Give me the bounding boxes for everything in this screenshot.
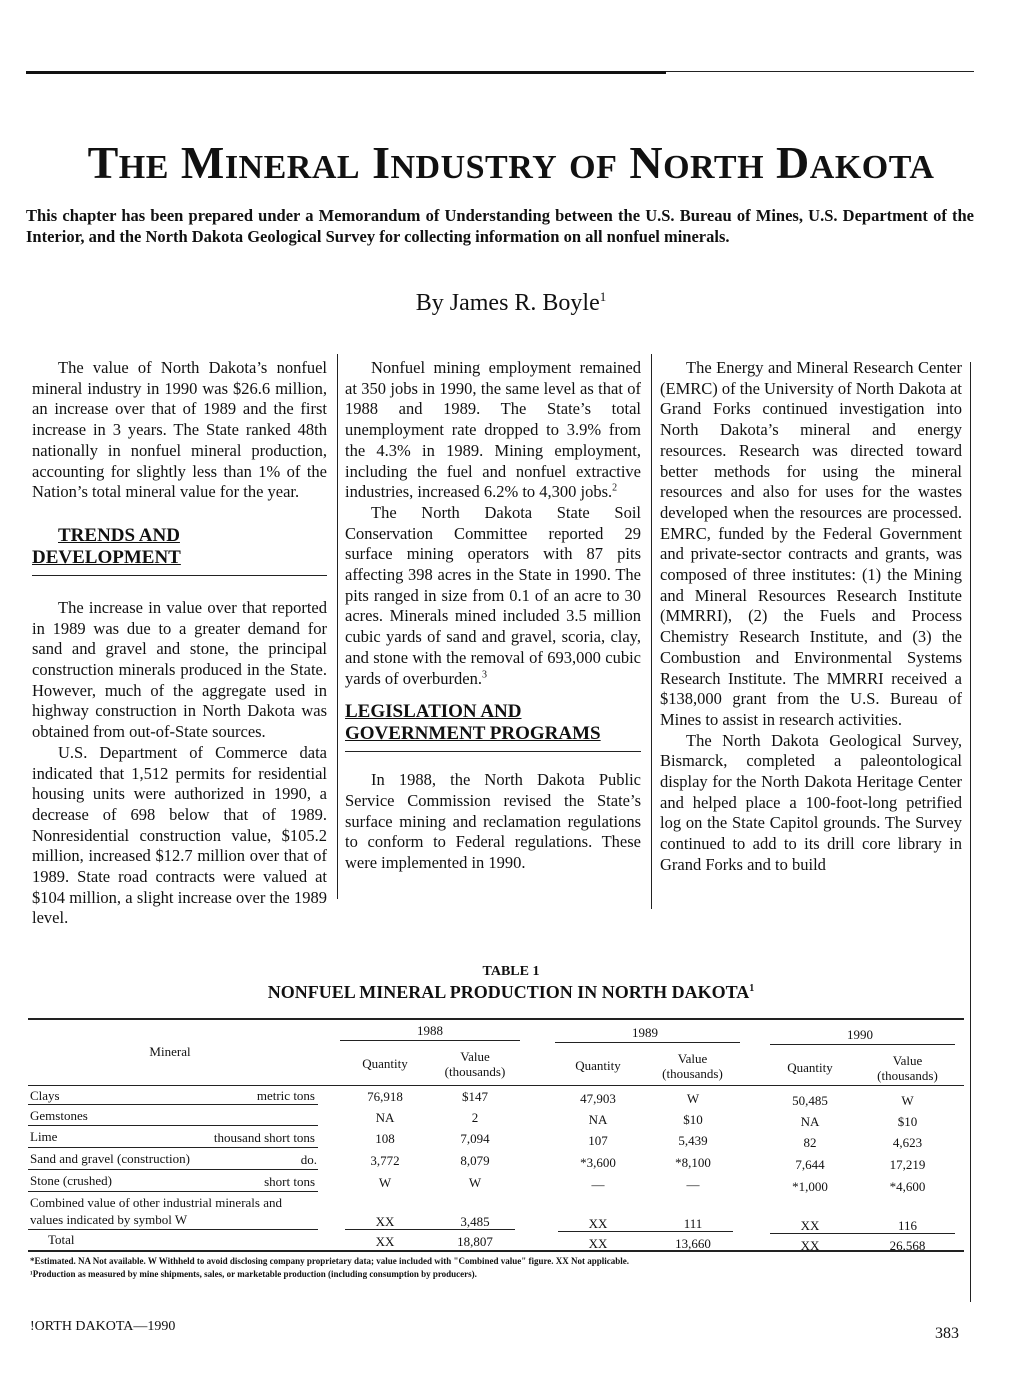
table-top-rule — [28, 1018, 964, 1020]
right-margin-rule — [970, 362, 971, 1302]
year-rule-1989 — [555, 1042, 740, 1043]
table-cell: $147 — [462, 1089, 488, 1104]
table-cell: 13,660 — [675, 1236, 711, 1251]
table-cell: 2 — [471, 1110, 479, 1125]
table-footnote: ¹Production as measured by mine shipments, sales, or marketable production (including consumption by producers). — [30, 1269, 477, 1279]
paragraph: In 1988, the North Dakota Public Service Commission revised the State’s surface mining and reclamation regulations to conform to Federal regulations. These were implemented in 1990. — [345, 770, 641, 873]
table-header-rule — [28, 1085, 964, 1086]
table-cell: 47,903 — [580, 1091, 616, 1106]
column-divider-2 — [651, 354, 652, 909]
mineral-name: Lime — [30, 1129, 58, 1144]
table-cell: *8,100 — [675, 1155, 711, 1170]
mineral-name: Gemstones — [30, 1108, 88, 1123]
row-rule — [28, 1147, 318, 1148]
mineral-name: Stone (crushed) — [30, 1173, 112, 1188]
table-cell: 107 — [588, 1133, 608, 1148]
quantity-header: Quantity — [787, 1060, 833, 1075]
table-cell: XX — [800, 1218, 820, 1233]
table-cell: 7,644 — [795, 1157, 825, 1172]
mineral-name: Clays — [30, 1088, 60, 1103]
table-cell: W — [468, 1175, 482, 1190]
year-header-1988: 1988 — [417, 1023, 443, 1038]
table-cell: $10 — [683, 1112, 703, 1127]
paragraph: The North Dakota State Soil Conservation Committee reported 29 surface mining operators with 87 pits affecting 398 acres in the State in 1990. The pits ranged in size from 0.1 of an acre to 30 acres. Minerals mined included 3.5 million cubic yards of sand and gravel, scoria, clay, and stone with the removal of 693,000 cubic yards of overburden.$^3$ — [345, 502, 641, 688]
mineral-unit: short tons — [264, 1174, 315, 1189]
column-2 — [345, 358, 641, 874]
mineral-name: Sand and gravel (construction) — [30, 1151, 190, 1166]
author-footnote-mark: 1 — [599, 289, 607, 304]
column-3 — [660, 358, 962, 876]
table-cell: — — [686, 1177, 700, 1192]
mineral-header: Mineral — [149, 1044, 191, 1059]
paragraph: U.S. Department of Commerce data indicated that 1,512 permits for residential housing units were authorized in 1990, a decrease of 698 below that of 1989. Nonresidential construction value, $105.2 million, increased $12.7 million over that of 1989. State road contracts were valued at $104 million, a slight increase over the 1989 level. — [32, 742, 327, 928]
page-number: 383 — [935, 1325, 959, 1342]
row-rule — [28, 1191, 318, 1192]
paragraph: The Energy and Mineral Research Center (EMRC) of the University of North Dakota at Grand Forks continued investigation into North Dakota’s mineral and energy resources. Research was directed toward better methods for using the mineral resources and also for uses for the wastes developed when the resources are processed. EMRC, funded by the Federal Government and private-sector contracts and grants, was composed of three institutes: (1) the Mining and Mineral Resources Research Institute (MMRRI), (2) the Fuels and Process Chemistry Research Institute, and (3) the Combustion and Environmental Systems Research Institute. The MMRRI received a $138,000 grant from the U.S. Bureau of Mines to assist in research activities. — [660, 358, 962, 729]
table-cell: 7,094 — [460, 1131, 490, 1146]
quantity-header: Quantity — [362, 1056, 408, 1071]
table-cell: 5,439 — [678, 1133, 708, 1148]
column-1 — [32, 358, 327, 929]
table-cell: W — [686, 1091, 700, 1106]
value-header: Value (thousands) — [662, 1051, 723, 1081]
mineral-unit: thousand short tons — [213, 1130, 315, 1145]
table-cell: W — [378, 1175, 392, 1190]
sum-rule-1990 — [770, 1233, 955, 1234]
mineral-name: Combined value of other industrial minerals and — [30, 1195, 282, 1210]
page-title: THE MINERAL INDUSTRY OF NORTH DAKOTA — [87, 137, 935, 188]
table-cell: 116 — [897, 1218, 918, 1233]
paragraph: The North Dakota Geological Survey, Bismarck, completed a paleontological display for the North Dakota Heritage Center and helped place a 100-foot-long petrified log on the State Capitol grounds. The Survey continued to add to its drill core library in Grand Forks and to build — [660, 730, 962, 874]
table-cell: 76,918 — [367, 1089, 403, 1104]
table-cell: *4,600 — [889, 1179, 926, 1194]
value-header: Value (thousands) — [877, 1053, 938, 1083]
table-caption: NONFUEL MINERAL PRODUCTION IN NORTH DAKOTA$^1$ — [267, 982, 755, 1002]
table-cell: NA — [800, 1114, 820, 1129]
byline — [0, 290, 1022, 317]
mineral-unit: do. — [300, 1152, 317, 1167]
section-heading-legislation: LEGISLATION AND GOVERNMENT PROGRAMS — [345, 701, 641, 752]
table-cell: 8,079 — [460, 1153, 490, 1168]
table-label: TABLE 1 — [482, 964, 540, 979]
quantity-header: Quantity — [575, 1058, 621, 1073]
row-rule — [28, 1229, 318, 1230]
running-footer: !ORTH DAKOTA—1990 — [30, 1319, 176, 1334]
table-cell: XX — [375, 1214, 395, 1229]
row-rule — [28, 1104, 318, 1105]
sum-rule-1988 — [345, 1229, 515, 1230]
total-label: Total — [48, 1232, 75, 1247]
table-cell: 17,219 — [889, 1157, 926, 1172]
table-cell: XX — [588, 1216, 608, 1231]
top-rule-thick — [26, 71, 666, 74]
table-cell: 3,772 — [370, 1153, 400, 1168]
table-cell: — — [591, 1177, 605, 1192]
value-header: Value (thousands) — [444, 1049, 506, 1079]
table-cell: XX — [588, 1236, 608, 1251]
table-cell: 18,807 — [457, 1234, 493, 1249]
table-cell: W — [901, 1093, 914, 1108]
paragraph: The increase in value over that reported in 1989 was due to a greater demand for sand and gravel and stone, the principal construction minerals produced in the State. However, much of the aggregate used in highway construction in North Dakota was obtained from out-of-State sources. — [32, 597, 327, 742]
intro-paragraph: This chapter has been prepared under a Memorandum of Understanding between the U.S. Bureau of Mines, U.S. Department of the Interior, and the North Dakota Geological Survey for collecting information on all nonfuel minerals. — [26, 206, 974, 246]
paragraph: The value of North Dakota’s nonfuel mineral industry in 1990 was $26.6 million, an increase over that of 1989 and the first increase in 3 years. The State ranked 48th nationally in nonfuel mineral production, accounting for slightly less than 1% of the Nation’s total mineral value for the year. — [32, 358, 327, 502]
year-header-1990: 1990 — [847, 1027, 873, 1042]
table-cell: XX — [375, 1234, 395, 1249]
year-header-1989: 1989 — [632, 1025, 658, 1040]
paragraph: Nonfuel mining employment remained at 350 jobs in 1990, the same level as that of 1988 and 1989. The State’s total unemployment rate dropped to 3.9% from the 4.3% in 1989. Mining employment, including the fuel and nonfuel extractive industries, increased 6.2% to 4,300 jobs.$^2$ — [345, 358, 641, 502]
column-divider-1 — [337, 354, 338, 899]
table-cell: XX — [800, 1238, 820, 1253]
sum-rule-1989 — [558, 1231, 733, 1232]
author: By James R. Boyle — [415, 290, 600, 316]
table-cell: 108 — [375, 1131, 395, 1146]
year-rule-1988 — [340, 1040, 520, 1041]
table-cell: 50,485 — [792, 1093, 828, 1108]
table-cell: 3,485 — [460, 1214, 490, 1229]
table-cell: 26,568 — [889, 1238, 926, 1253]
table-cell: NA — [588, 1112, 608, 1127]
row-rule — [28, 1169, 318, 1170]
table-bottom-rule — [28, 1250, 964, 1252]
table-footnote: *Estimated. NA Not available. W Withheld to avoid disclosing company proprietary data; value included with "Combined value" figure. XX Not applicable. — [30, 1256, 630, 1266]
table-cell: $10 — [897, 1114, 918, 1129]
table-cell: *1,000 — [792, 1179, 828, 1194]
mineral-name: values indicated by symbol W — [30, 1212, 188, 1227]
table-cell: 111 — [683, 1216, 703, 1231]
section-heading-trends: TRENDS AND DEVELOPMENT — [32, 525, 327, 576]
row-rule — [28, 1125, 318, 1126]
table-cell: NA — [375, 1110, 395, 1125]
mineral-unit: metric tons — [256, 1088, 315, 1103]
table-cell: 4,623 — [892, 1135, 923, 1150]
table-cell: *3,600 — [580, 1155, 616, 1170]
year-rule-1990 — [770, 1044, 955, 1045]
table-cell: 82 — [803, 1135, 817, 1150]
